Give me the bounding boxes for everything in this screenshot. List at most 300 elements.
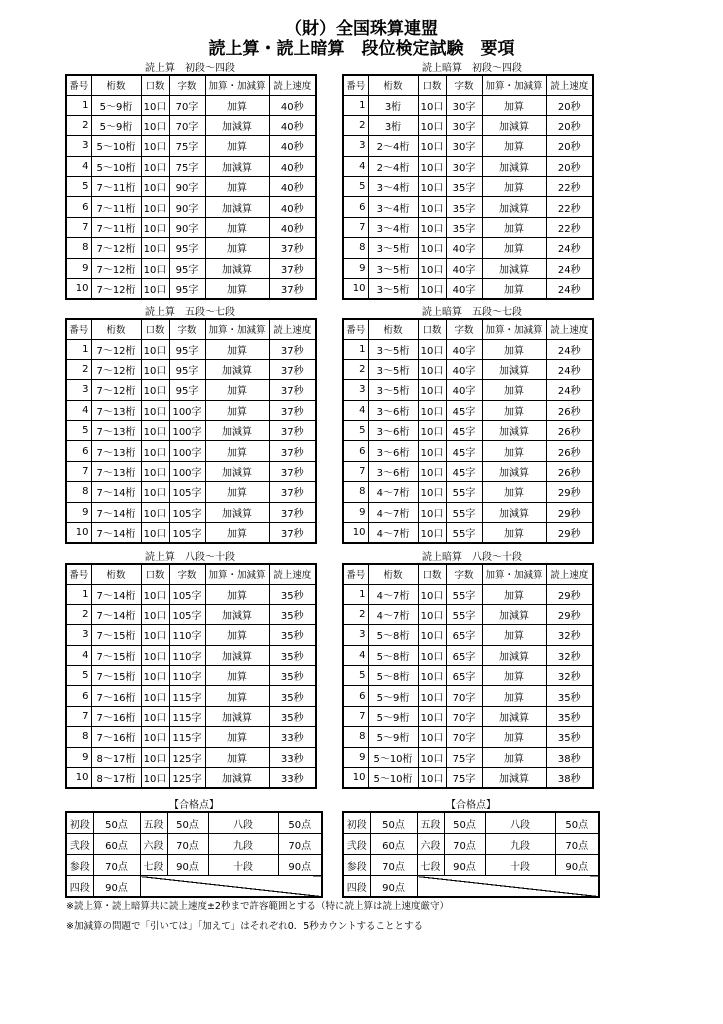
passing-cell: 六段	[417, 834, 444, 855]
table-cell: 10口	[141, 461, 169, 481]
table-cell: 3～5桁	[368, 238, 418, 258]
table-cell: 10口	[418, 95, 446, 115]
table-row	[66, 217, 316, 237]
table-row	[66, 279, 316, 299]
exam-table	[342, 74, 594, 300]
table-row	[66, 115, 316, 135]
table-cell: 7～15桁	[91, 645, 141, 665]
table-cell: 2	[66, 115, 91, 135]
table-cell: 40秒	[269, 177, 316, 197]
table-cell: 32秒	[546, 645, 593, 665]
table-cell: 4	[66, 645, 91, 665]
table-cell: 40字	[446, 339, 482, 359]
table-cell: 10口	[418, 706, 446, 726]
table-cell: 10口	[141, 339, 169, 359]
table-cell: 10口	[141, 279, 169, 299]
table-cell: 10口	[418, 156, 446, 176]
table-cell: 7～12桁	[91, 359, 141, 379]
table-cell: 6	[66, 197, 91, 217]
table-row	[66, 523, 316, 543]
table-cell: 2	[66, 604, 91, 624]
table-cell: 3～6桁	[368, 441, 418, 461]
table-row	[66, 156, 316, 176]
table-cell: 1	[343, 95, 368, 115]
table-cell: 5～8桁	[368, 625, 418, 645]
table-cell: 加算	[205, 400, 269, 420]
passing-cell: 50点	[370, 812, 417, 834]
table-cell: 加減算	[482, 502, 546, 522]
table-row	[343, 339, 593, 359]
table-row	[343, 727, 593, 747]
table-cell: 3～4桁	[368, 197, 418, 217]
table-cell: 38秒	[546, 747, 593, 767]
table-cell: 125字	[169, 747, 205, 767]
table-row	[343, 279, 593, 299]
table-cell: 10口	[141, 645, 169, 665]
passing-cell: 初段	[66, 812, 93, 834]
table-cell: 加算	[205, 441, 269, 461]
table-cell: 10口	[418, 666, 446, 686]
table-cell: 33秒	[269, 727, 316, 747]
table-cell: 4～7桁	[368, 502, 418, 522]
table-cell: 38秒	[546, 768, 593, 788]
column-header: 口数	[141, 75, 169, 95]
table-cell: 35秒	[269, 584, 316, 604]
table-cell: 加算	[205, 625, 269, 645]
column-header: 口数	[141, 564, 169, 584]
table-cell: 65字	[446, 645, 482, 665]
table-cell: 加算	[482, 217, 546, 237]
table-cell: 加減算	[482, 706, 546, 726]
passing-cell: 九段	[208, 834, 278, 855]
table-cell: 加算	[205, 238, 269, 258]
table-cell: 8	[66, 238, 91, 258]
table-cell: 7～12桁	[91, 380, 141, 400]
table-cell: 10口	[418, 441, 446, 461]
column-header: 加算・加減算	[482, 319, 546, 339]
table-cell: 115字	[169, 686, 205, 706]
table-cell: 95字	[169, 359, 205, 379]
passing-row	[343, 812, 599, 834]
table-row	[66, 258, 316, 278]
table-row	[66, 197, 316, 217]
table-cell: 40秒	[269, 156, 316, 176]
table-cell: 22秒	[546, 217, 593, 237]
page-title-organization: （財）全国珠算連盟	[285, 19, 438, 39]
table-cell: 95字	[169, 238, 205, 258]
table-cell: 32秒	[546, 625, 593, 645]
table-cell: 2	[343, 115, 368, 135]
table-cell: 35秒	[269, 645, 316, 665]
passing-row	[343, 876, 599, 898]
table-header-row	[343, 564, 593, 584]
table-cell: 10口	[418, 747, 446, 767]
table-cell: 10口	[418, 177, 446, 197]
table-cell: 105字	[169, 502, 205, 522]
table-cell: 7	[66, 461, 91, 481]
table-cell: 加算	[482, 686, 546, 706]
block-caption: 読上算 五段～七段	[145, 307, 235, 318]
table-row	[66, 584, 316, 604]
table-cell: 6	[66, 686, 91, 706]
passing-cell: 50点	[555, 812, 599, 834]
table-cell: 7	[66, 706, 91, 726]
passing-cell: 七段	[140, 855, 167, 876]
column-header: 番号	[343, 564, 368, 584]
table-row	[343, 604, 593, 624]
passing-cell: 六段	[140, 834, 167, 855]
table-row	[343, 523, 593, 543]
table-cell: 9	[66, 258, 91, 278]
table-cell: 3	[66, 625, 91, 645]
block-caption: 読上算 八段～十段	[145, 552, 235, 563]
table-cell: 37秒	[269, 441, 316, 461]
table-cell: 10口	[141, 177, 169, 197]
column-header: 番号	[66, 319, 91, 339]
table-cell: 37秒	[269, 359, 316, 379]
table-cell: 6	[66, 441, 91, 461]
table-cell: 7～12桁	[91, 238, 141, 258]
table-cell: 70字	[446, 706, 482, 726]
table-row	[66, 238, 316, 258]
table-cell: 35字	[446, 217, 482, 237]
passing-cell: 初段	[343, 812, 370, 834]
table-cell: 5～8桁	[368, 666, 418, 686]
table-cell: 115字	[169, 727, 205, 747]
column-header: 口数	[418, 319, 446, 339]
table-cell: 加算	[482, 747, 546, 767]
table-cell: 75字	[169, 136, 205, 156]
table-cell: 5～9桁	[91, 115, 141, 135]
table-cell: 5	[343, 177, 368, 197]
column-header: 読上速度	[546, 564, 593, 584]
table-cell: 8	[343, 727, 368, 747]
table-cell: 2～4桁	[368, 136, 418, 156]
passing-cell: 60点	[93, 834, 140, 855]
table-cell: 加減算	[482, 604, 546, 624]
table-cell: 7～11桁	[91, 197, 141, 217]
table-cell: 加算	[205, 95, 269, 115]
table-cell: 37秒	[269, 279, 316, 299]
column-header: 口数	[418, 75, 446, 95]
passing-cell: 70点	[278, 834, 322, 855]
column-header: 読上速度	[269, 564, 316, 584]
table-cell: 35秒	[269, 686, 316, 706]
passing-cell: 十段	[208, 855, 278, 876]
table-cell: 10口	[141, 768, 169, 788]
table-row	[66, 421, 316, 441]
empty-slashed-cell	[140, 876, 322, 898]
table-cell: 110字	[169, 625, 205, 645]
table-row	[343, 421, 593, 441]
table-cell: 33秒	[269, 747, 316, 767]
table-cell: 4～7桁	[368, 584, 418, 604]
column-header: 番号	[343, 75, 368, 95]
block-caption: 読上暗算 八段～十段	[422, 552, 522, 563]
table-cell: 10口	[141, 156, 169, 176]
table-cell: 5～10桁	[91, 136, 141, 156]
table-cell: 加算	[482, 482, 546, 502]
table-cell: 20秒	[546, 156, 593, 176]
table-cell: 7	[343, 217, 368, 237]
table-cell: 8	[66, 727, 91, 747]
table-cell: 加算	[482, 380, 546, 400]
table-cell: 10口	[418, 115, 446, 135]
table-cell: 4～7桁	[368, 523, 418, 543]
passing-cell: 90点	[93, 876, 140, 898]
table-row	[66, 686, 316, 706]
passing-cell: 90点	[444, 855, 485, 876]
table-cell: 加減算	[482, 461, 546, 481]
table-cell: 40字	[446, 380, 482, 400]
table-cell: 10口	[141, 400, 169, 420]
table-row	[343, 95, 593, 115]
table-cell: 加算	[482, 666, 546, 686]
table-cell: 110字	[169, 666, 205, 686]
passing-cell: 五段	[417, 812, 444, 834]
table-cell: 3桁	[368, 115, 418, 135]
table-cell: 加算	[205, 686, 269, 706]
exam-table	[65, 318, 317, 544]
passing-cell: 70点	[444, 834, 485, 855]
table-cell: 7～15桁	[91, 666, 141, 686]
table-cell: 3～5桁	[368, 359, 418, 379]
table-cell: 8～17桁	[91, 747, 141, 767]
table-row	[66, 706, 316, 726]
table-cell: 55字	[446, 584, 482, 604]
column-header: 字数	[169, 75, 205, 95]
table-cell: 1	[343, 339, 368, 359]
table-row	[66, 727, 316, 747]
table-cell: 4～7桁	[368, 482, 418, 502]
passing-cell: 十段	[485, 855, 555, 876]
passing-cell: 90点	[555, 855, 599, 876]
table-cell: 35秒	[269, 706, 316, 726]
table-cell: 26秒	[546, 441, 593, 461]
table-cell: 65字	[446, 666, 482, 686]
passing-cell: 90点	[278, 855, 322, 876]
exam-table	[342, 563, 594, 789]
table-cell: 加減算	[482, 421, 546, 441]
table-cell: 10口	[141, 686, 169, 706]
passing-cell: 四段	[343, 876, 370, 898]
table-cell: 4	[66, 156, 91, 176]
table-header-row	[66, 75, 316, 95]
table-cell: 加減算	[205, 359, 269, 379]
table-cell: 55字	[446, 523, 482, 543]
table-row	[66, 339, 316, 359]
table-row	[66, 645, 316, 665]
passing-row	[343, 834, 599, 855]
table-cell: 3～6桁	[368, 461, 418, 481]
table-cell: 26秒	[546, 400, 593, 420]
table-cell: 115字	[169, 706, 205, 726]
column-header: 桁数	[91, 564, 141, 584]
table-cell: 8	[343, 238, 368, 258]
table-cell: 95字	[169, 339, 205, 359]
table-cell: 10口	[418, 523, 446, 543]
column-header: 字数	[446, 564, 482, 584]
table-cell: 7～16桁	[91, 727, 141, 747]
table-row	[66, 747, 316, 767]
table-cell: 10口	[141, 706, 169, 726]
column-header: 読上速度	[546, 75, 593, 95]
table-cell: 22秒	[546, 177, 593, 197]
table-cell: 55字	[446, 502, 482, 522]
note-count-rule: ※加減算の問題で「引いては」「加えて」はそれぞれ0．5秒カウントすることとする	[66, 921, 424, 932]
table-cell: 7～14桁	[91, 523, 141, 543]
table-cell: 加減算	[205, 197, 269, 217]
table-cell: 40字	[446, 258, 482, 278]
table-cell: 4	[343, 645, 368, 665]
table-cell: 加算	[205, 339, 269, 359]
table-row	[66, 136, 316, 156]
table-row	[343, 747, 593, 767]
table-cell: 90字	[169, 177, 205, 197]
table-cell: 35秒	[546, 727, 593, 747]
table-cell: 8～17桁	[91, 768, 141, 788]
table-cell: 40字	[446, 238, 482, 258]
table-cell: 95字	[169, 380, 205, 400]
table-cell: 26秒	[546, 421, 593, 441]
table-cell: 105字	[169, 604, 205, 624]
table-cell: 9	[343, 502, 368, 522]
table-cell: 加減算	[205, 115, 269, 135]
table-row	[66, 400, 316, 420]
column-header: 字数	[446, 75, 482, 95]
table-cell: 125字	[169, 768, 205, 788]
passing-cell: 50点	[167, 812, 208, 834]
table-row	[343, 645, 593, 665]
table-cell: 35秒	[269, 666, 316, 686]
note-speed-tolerance: ※読上算・読上暗算共に読上速度±2秒まで許容範囲とする（特に読上算は読上速度厳守）	[66, 901, 449, 912]
passing-score-table	[342, 811, 600, 898]
table-cell: 20秒	[546, 95, 593, 115]
table-cell: 10口	[418, 584, 446, 604]
table-cell: 5～9桁	[91, 95, 141, 115]
table-cell: 10口	[418, 217, 446, 237]
column-header: 桁数	[368, 319, 418, 339]
table-row	[66, 359, 316, 379]
table-cell: 10	[66, 279, 91, 299]
table-cell: 7	[343, 706, 368, 726]
table-cell: 10口	[418, 339, 446, 359]
passing-cell: 70点	[93, 855, 140, 876]
table-cell: 37秒	[269, 238, 316, 258]
table-cell: 8	[343, 482, 368, 502]
table-cell: 加算	[482, 177, 546, 197]
passing-cell: 五段	[140, 812, 167, 834]
table-cell: 加算	[482, 339, 546, 359]
column-header: 字数	[169, 564, 205, 584]
table-cell: 7～13桁	[91, 400, 141, 420]
table-cell: 7～12桁	[91, 258, 141, 278]
table-cell: 10口	[141, 136, 169, 156]
table-cell: 30字	[446, 156, 482, 176]
table-cell: 24秒	[546, 279, 593, 299]
table-cell: 加算	[205, 136, 269, 156]
exam-table	[65, 74, 317, 300]
table-row	[343, 441, 593, 461]
table-row	[66, 441, 316, 461]
table-cell: 90字	[169, 217, 205, 237]
table-cell: 40秒	[269, 197, 316, 217]
table-cell: 37秒	[269, 380, 316, 400]
table-cell: 5	[66, 177, 91, 197]
table-cell: 加減算	[482, 258, 546, 278]
table-cell: 3～5桁	[368, 279, 418, 299]
table-cell: 10口	[141, 727, 169, 747]
table-row	[343, 686, 593, 706]
passing-cell: 八段	[485, 812, 555, 834]
table-cell: 加算	[482, 727, 546, 747]
table-row	[343, 584, 593, 604]
table-cell: 7	[343, 461, 368, 481]
column-header: 桁数	[368, 564, 418, 584]
column-header: 桁数	[91, 319, 141, 339]
column-header: 字数	[446, 319, 482, 339]
table-cell: 加算	[482, 279, 546, 299]
table-cell: 8	[66, 482, 91, 502]
table-cell: 6	[343, 686, 368, 706]
table-cell: 2	[343, 604, 368, 624]
column-header: 読上速度	[269, 319, 316, 339]
table-cell: 5～10桁	[91, 156, 141, 176]
table-cell: 26秒	[546, 461, 593, 481]
table-cell: 6	[343, 441, 368, 461]
table-cell: 2	[66, 359, 91, 379]
table-cell: 70字	[169, 115, 205, 135]
passing-cell: 90点	[167, 855, 208, 876]
table-cell: 37秒	[269, 258, 316, 278]
table-cell: 29秒	[546, 604, 593, 624]
table-cell: 35秒	[269, 604, 316, 624]
table-row	[343, 238, 593, 258]
table-row	[66, 461, 316, 481]
table-row	[66, 177, 316, 197]
table-cell: 40秒	[269, 136, 316, 156]
table-cell: 2	[343, 359, 368, 379]
table-cell: 5	[343, 421, 368, 441]
table-cell: 37秒	[269, 400, 316, 420]
passing-cell: 七段	[417, 855, 444, 876]
table-cell: 3～6桁	[368, 421, 418, 441]
table-cell: 10口	[418, 359, 446, 379]
table-cell: 1	[343, 584, 368, 604]
table-cell: 3～5桁	[368, 380, 418, 400]
table-cell: 37秒	[269, 482, 316, 502]
column-header: 桁数	[368, 75, 418, 95]
table-cell: 70字	[446, 686, 482, 706]
table-cell: 加算	[482, 523, 546, 543]
table-cell: 加減算	[205, 258, 269, 278]
table-row	[343, 177, 593, 197]
table-cell: 9	[343, 258, 368, 278]
table-cell: 5	[343, 666, 368, 686]
exam-table	[342, 318, 594, 544]
passing-cell: 弐段	[343, 834, 370, 855]
table-cell: 10口	[141, 380, 169, 400]
passing-cell: 50点	[93, 812, 140, 834]
table-cell: 7～12桁	[91, 279, 141, 299]
table-cell: 10口	[418, 258, 446, 278]
table-cell: 加算	[482, 136, 546, 156]
column-header: 加算・加減算	[205, 75, 269, 95]
table-cell: 35秒	[546, 686, 593, 706]
table-cell: 37秒	[269, 421, 316, 441]
table-cell: 5	[66, 421, 91, 441]
column-header: 加算・加減算	[482, 564, 546, 584]
